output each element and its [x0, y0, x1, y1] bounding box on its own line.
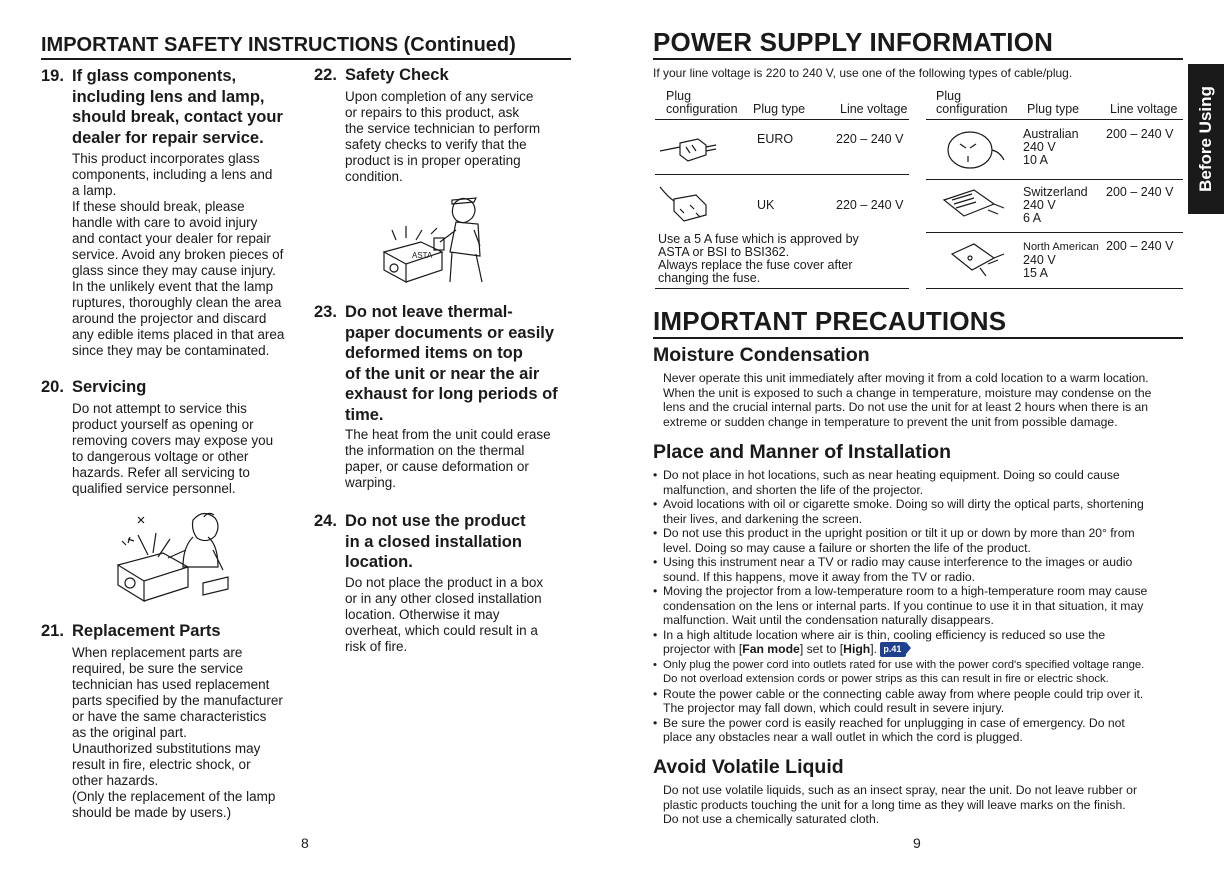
- left-title-rule: [41, 58, 571, 60]
- item-22-number: 22.: [314, 66, 337, 84]
- place-title: Place and Manner of Installation: [653, 441, 951, 463]
- altitude-text: ].: [870, 642, 881, 656]
- place-bullet: • Be sure the power cord is easily reached for unplugging in case of emergency. Do not place any obstacles near a wall outlet in which the cord is plugged.: [653, 716, 1185, 745]
- svg-text:ASTA: ASTA: [412, 251, 433, 260]
- table-right-header-rule: [926, 119, 1183, 120]
- item-19-heading: [41, 66, 301, 148]
- before-using-tab: [1188, 64, 1224, 214]
- item-20-title: Servicing: [72, 378, 147, 396]
- voltage-north-american: 200 – 240 V: [1106, 239, 1174, 253]
- voltage-uk: 220 – 240 V: [836, 198, 904, 212]
- north-american-plug-icon: [944, 236, 1008, 282]
- table-left-bottom-rule: [655, 288, 909, 289]
- plug-type-euro: EURO: [757, 132, 794, 146]
- place-bullets: [653, 468, 1185, 745]
- place-bullet: • Moving the projector from a low-temperature room to a high-temperature room may cause condensation on the lens or internal parts. If you continue to use it in that situation, it may malfunction. Wait until the condensation naturally disappears.: [653, 584, 1185, 628]
- plug-type-switzerland: Switzerland 240 V 6 A: [1023, 185, 1088, 225]
- table-left-header-voltage: Line voltage: [840, 102, 908, 116]
- switzerland-plug-icon: [936, 182, 1012, 226]
- item-23-body: The heat from the unit could erase the information on the thermal paper, or cause deformation or warping.: [345, 427, 551, 490]
- table-right-header-voltage: Line voltage: [1110, 102, 1178, 116]
- fuse-note: Use a 5 A fuse which is approved by ASTA or BSI to BSI362. Always replace the fuse cover after changing the fuse.: [658, 232, 859, 285]
- voltage-euro: 220 – 240 V: [836, 132, 904, 146]
- item-20-body: Do not attempt to service this product yourself as opening or removing covers may expose you to dangerous voltage or other hazards. Refer all servicing to qualified service personnel.: [72, 401, 274, 496]
- moisture-title: Moisture Condensation: [653, 344, 870, 366]
- servicing-illustration: [108, 505, 233, 608]
- table-left-header-rule: [655, 119, 909, 120]
- plug-type-australian: Australian 240 V 10 A: [1023, 127, 1079, 167]
- item-22-title: Safety Check: [345, 66, 449, 84]
- item-20-heading: [41, 377, 301, 398]
- row-rule: [926, 179, 1183, 180]
- liquid-title: Avoid Volatile Liquid: [653, 756, 844, 778]
- row-rule: [655, 174, 909, 175]
- moisture-body: Never operate this unit immediately after moving it from a cold location to a warm location. When the unit is exposed to such a change in temperature, moisture may condense on the lens and the crucial internal parts. Do not use the unit for at least 2 hours when there is an extreme or sudden change in temperature to prevent the unit from possible damage.: [663, 371, 1152, 429]
- item-19-body: This product incorporates glass components, including a lens and a lamp. If these should break, please handle with care to avoid injury and contact your dealer for repair service. Avoid any broken pieces of glass since they may cause injury. In the unlikely event that the lamp ruptures, thoroughly clean the area around the projector and discard any edible items placed in that area since they may be contaminated.: [72, 151, 285, 358]
- table-right-header-type: Plug type: [1027, 102, 1080, 116]
- power-intro: If your line voltage is 220 to 240 V, use one of the following types of cable/plug.: [653, 66, 1073, 80]
- table-right-bottom-rule: [926, 288, 1183, 289]
- item-21-title: Replacement Parts: [72, 622, 221, 640]
- altitude-text: ] set to [: [799, 642, 844, 656]
- table-left-header-type: Plug type: [753, 102, 806, 116]
- place-bullet: • Using this instrument near a TV or radio may cause interference to the images or audio sound. If this happens, move it away from the TV or radio.: [653, 555, 1185, 584]
- place-bullet: • Do not use this product in the upright position or tilt it up or down by more than 20° from level. Doing so may cause a failure or shorten the life of the product.: [653, 526, 1185, 555]
- altitude-text: In a high altitude location where air is thin, cooling efficiency is reduced so use the projector with [: [663, 627, 1106, 656]
- safety-check-illustration: [376, 192, 488, 288]
- table-right-header-config: Plug configuration: [936, 89, 1008, 116]
- page-number-right: 9: [913, 835, 921, 851]
- fan-mode-label: Fan mode: [742, 642, 800, 656]
- uk-plug-icon: [656, 181, 718, 227]
- high-label: High: [843, 642, 871, 656]
- left-page-title: IMPORTANT SAFETY INSTRUCTIONS (Continued): [41, 34, 516, 56]
- item-19-title: If glass components, including lens and lamp, should break, contact your dealer for repair service.: [72, 67, 283, 147]
- item-21-body: When replacement parts are required, be sure the service technician has used replacement parts specified by the manufacturer or have the same characteristics as the original part. Unauthorized substitutions may result in fire, electric shock, or other hazards. (Only the replacement of the lamp should be made by users.): [72, 645, 283, 820]
- plug-type-north-american: [1023, 240, 1099, 280]
- australian-plug-icon: [936, 124, 1006, 174]
- table-left-header-config: Plug configuration: [666, 89, 738, 116]
- voltage-switzerland: 200 – 240 V: [1106, 185, 1174, 199]
- power-title-rule: [653, 58, 1183, 60]
- place-bullet: • Avoid locations with oil or cigarette smoke. Doing so will dirty the optical parts, shortening their lives, and darkening the screen.: [653, 497, 1185, 526]
- altitude-bullet: [653, 628, 1185, 658]
- place-bullet: • Only plug the power cord into outlets rated for use with the power cord's specified voltage range. Do not overload extension cords or power strips as this can result in fire or electric shock.: [653, 658, 1185, 687]
- item-21-heading: [41, 621, 301, 642]
- item-23-number: 23.: [314, 303, 337, 321]
- item-24-body: Do not place the product in a box or in any other closed installation location. Otherwise it may overheat, which could result in a risk of fire.: [345, 575, 544, 654]
- item-24-heading: [314, 511, 576, 573]
- row-rule: [926, 232, 1183, 233]
- place-bullet: • Route the power cable or the connecting cable away from where people could trip over it. The projector may fall down, which could result in severe injury.: [653, 687, 1185, 716]
- item-24-number: 24.: [314, 512, 337, 530]
- page-ref-link[interactable]: p.41: [880, 642, 906, 657]
- euro-plug-icon: [656, 129, 728, 165]
- precautions-title-rule: [653, 337, 1183, 339]
- plug-type-uk: UK: [757, 198, 775, 212]
- north-american-name: North American: [1023, 241, 1099, 253]
- item-22-heading: [314, 65, 574, 86]
- item-22-body: Upon completion of any service or repairs to this product, ask the service technician to perform safety checks to verify that the product is in proper operating condition.: [345, 89, 541, 184]
- item-21-number: 21.: [41, 622, 64, 640]
- precautions-title: IMPORTANT PRECAUTIONS: [653, 306, 1007, 336]
- power-supply-title: POWER SUPPLY INFORMATION: [653, 27, 1054, 57]
- item-23-heading: [314, 302, 576, 425]
- item-19-number: 19.: [41, 67, 64, 85]
- place-bullet: • Do not place in hot locations, such as near heating equipment. Doing so could cause malfunction, and shorten the life of the projector.: [653, 468, 1185, 497]
- item-24-title: Do not use the product in a closed installation location.: [345, 512, 526, 571]
- north-american-rating: 240 V 15 A: [1023, 253, 1056, 280]
- liquid-body: Do not use volatile liquids, such as an insect spray, near the unit. Do not leave rubber or plastic products touching the unit for a long time as they will leave marks on the finish. Do not use a chemically saturated cloth.: [663, 783, 1137, 826]
- item-23-title: Do not leave thermal- paper documents or easily deformed items on top of the unit or near the air exhaust for long periods of time.: [345, 303, 558, 424]
- tab-label: Before Using: [1196, 86, 1215, 192]
- voltage-australian: 200 – 240 V: [1106, 127, 1174, 141]
- item-20-number: 20.: [41, 378, 64, 396]
- page-number-left: 8: [301, 835, 309, 851]
